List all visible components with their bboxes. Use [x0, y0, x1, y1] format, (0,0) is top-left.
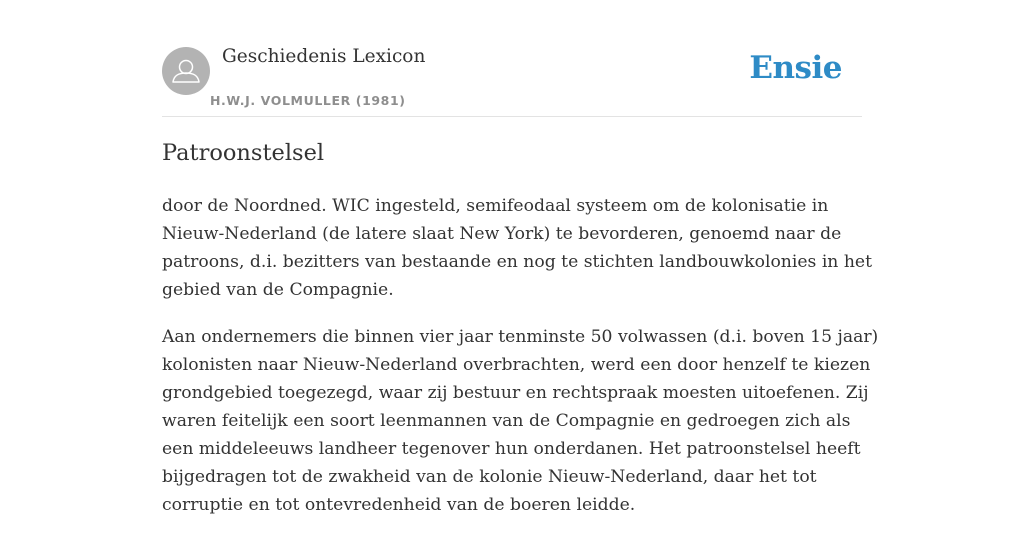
text-line: kolonisten naar Nieuw-Nederland overbrachten, werd een door henzelf te kiezen — [162, 355, 871, 375]
text-line: grondgebied toegezegd, waar zij bestuur en rechtspraak moesten uitoefenen. Zij — [162, 383, 869, 403]
text-line: Aan ondernemers die binnen vier jaar tenminste 50 volwassen (d.i. boven 15 jaar) — [162, 327, 879, 347]
source-title[interactable]: Geschiedenis Lexicon — [222, 46, 426, 67]
text-line: door de Noordned. WIC ingesteld, semifeodaal systeem om de kolonisatie in — [162, 196, 829, 216]
page — [162, 0, 879, 515]
text-line: een middeleeuws landheer tegenover hun onderdanen. Het patroonstelsel heeft — [162, 439, 861, 459]
paragraph — [162, 323, 879, 519]
source-author[interactable]: H.W.J. VOLMULLER (1981) — [210, 93, 406, 108]
entry-body — [162, 192, 879, 538]
text-line: waren feitelijk een soort leenmannen van de Compagnie en gedroegen zich als — [162, 411, 851, 431]
text-line: gebied van de Compagnie. — [162, 280, 394, 300]
source-header — [162, 0, 862, 117]
user-placeholder-icon — [162, 47, 210, 95]
text-line: bijgedragen tot de zwakheid van de kolonie Nieuw-Nederland, daar het tot — [162, 467, 817, 487]
entry-title: Patroonstelsel — [162, 140, 325, 166]
ensie-logo[interactable]: Ensie — [749, 50, 842, 86]
text-line: corruptie en tot ontevredenheid van de boeren leidde. — [162, 495, 636, 515]
source-avatar[interactable] — [162, 47, 210, 95]
text-line: patroons, d.i. bezitters van bestaande en nog te stichten landbouwkolonies in het — [162, 252, 872, 272]
paragraph — [162, 192, 872, 304]
text-line: Nieuw-Nederland (de latere slaat New York) te bevorderen, genoemd naar de — [162, 224, 842, 244]
